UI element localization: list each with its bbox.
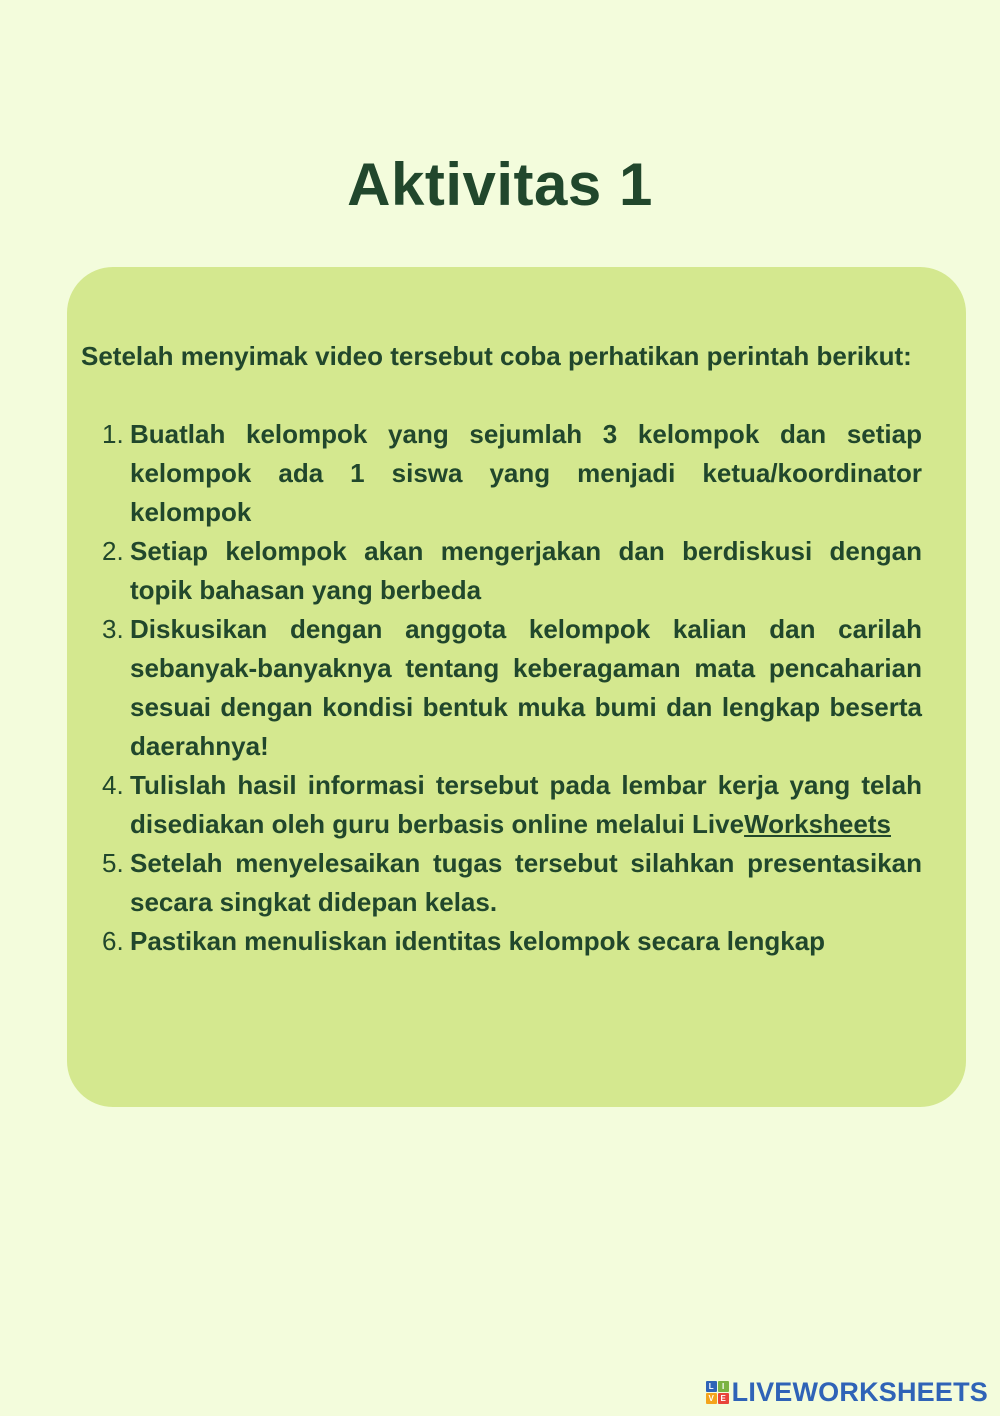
intro-text: Setelah menyimak video tersebut coba perhatikan perintah berikut: [81, 341, 912, 371]
task-text: Setiap kelompok akan mengerjakan dan berdiskusi dengan topik bahasan yang berbeda [130, 536, 922, 605]
task-number: 3. [102, 614, 124, 644]
task-item [81, 415, 922, 532]
logo-mark-tile: L [706, 1381, 717, 1392]
task-item [81, 922, 922, 961]
logo-mark-tile: E [718, 1393, 729, 1404]
task-item [81, 844, 922, 922]
task-number: 2. [102, 536, 124, 566]
task-text: Diskusikan dengan anggota kelompok kalian dan carilah sebanyak-banyaknya tentang keberagaman mata pencaharian sesuai dengan kondisi bentuk muka bumi dan lengkap beserta daerahnya! [130, 614, 922, 761]
task-number: 1. [102, 419, 124, 449]
worksheets-link[interactable]: Worksheets [744, 809, 891, 839]
logo-mark-tile: I [718, 1381, 729, 1392]
task-number: 6. [102, 926, 124, 956]
page-title: Aktivitas 1 [347, 151, 653, 218]
logo-text: LIVEWORKSHEETS [731, 1377, 988, 1407]
task-item [81, 532, 922, 610]
task-item [81, 766, 922, 844]
liveworksheets-logo [706, 1377, 988, 1408]
logo-mark-tile: V [706, 1393, 717, 1404]
task-item [81, 610, 922, 766]
liveworksheets-logo-icon [706, 1381, 729, 1404]
task-text: Tulislah hasil informasi tersebut pada lembar kerja yang telah disediakan oleh guru berbasis online melalui Live [130, 770, 922, 839]
task-number: 5. [102, 848, 124, 878]
task-list [81, 415, 922, 961]
task-number: 4. [102, 770, 124, 800]
task-text: Buatlah kelompok yang sejumlah 3 kelompok dan setiap kelompok ada 1 siswa yang menjadi ketua/koordinator kelompok [130, 419, 922, 527]
instruction-content [81, 337, 922, 961]
task-text: Pastikan menuliskan identitas kelompok secara lengkap [130, 926, 826, 956]
task-text: Setelah menyelesaikan tugas tersebut silahkan presentasikan secara singkat didepan kelas. [130, 848, 922, 917]
